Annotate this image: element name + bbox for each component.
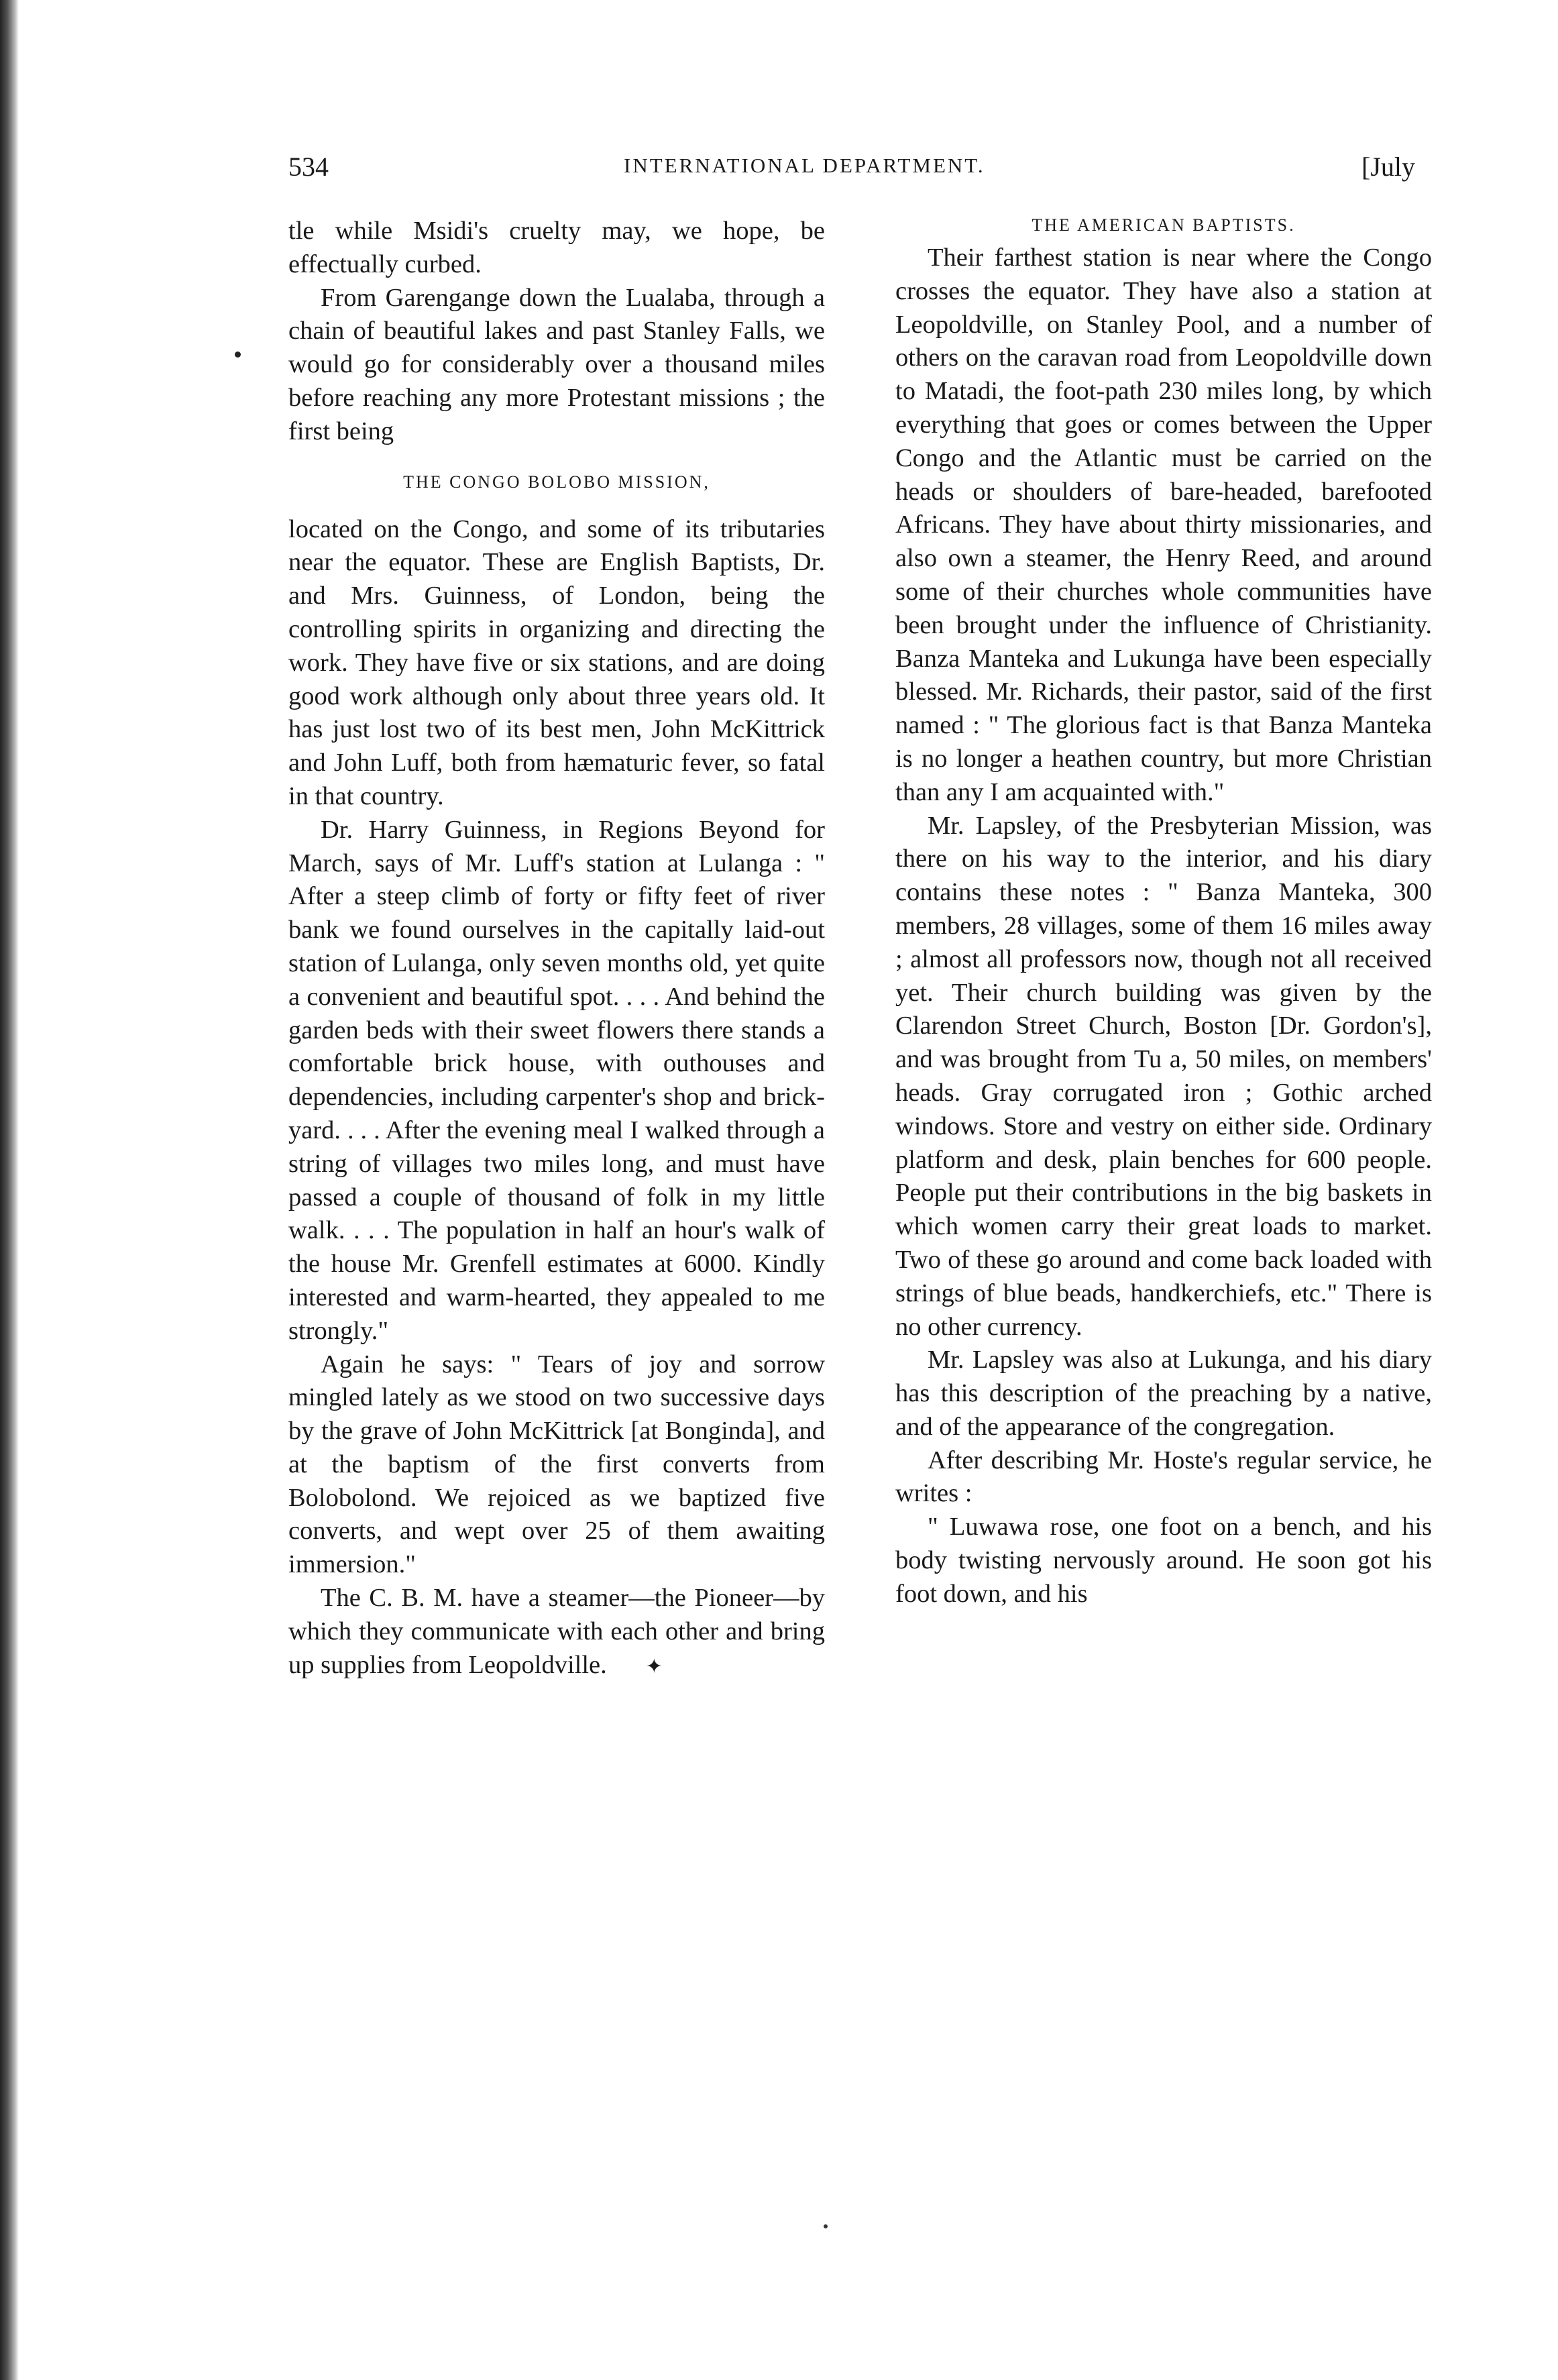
- paragraph: tle while Msidi's cruelty may, we hope, be effectually curbed.: [288, 217, 825, 278]
- paragraph: Dr. Harry Guinness, in Regions Beyond for March, says of Mr. Luff's station at Lulanga : " After a steep climb of forty or fifty feet of river bank we found ourselves in the capitally laid-out station of Lulanga, only seven months old, yet quite a convenient and beautiful spot. . . . And behind the garden beds with their sweet flowers there stands a comfortable brick house, with outhouses and dependencies, including carpenter's shop and brick-yard. . . . After the evening meal I walked through a string of villages two miles long, and must have passed a couple of thousand of folk in my little walk. . . . The population in half an hour's walk of the house Mr. Grenfell estimates at 6000. Kindly interested and warm-hearted, they appealed to me strongly.": [288, 815, 825, 1345]
- page-number: 534: [288, 152, 329, 182]
- header-month: [July: [1361, 152, 1415, 182]
- left-column: [288, 215, 825, 2328]
- paragraph-last: [288, 1582, 825, 1683]
- paragraph: Mr. Lapsley, of the Presbyterian Mission, was there on his way to the interior, and his diary contains these notes : " Banza Manteka, 300 members, 28 villages, some of them 16 miles away ; almost all professors now, though not all received yet. Their church building was given by the Clarendon Street Church, Boston [Dr. Gordon's], and was brought from Tu a, 50 miles, on members' heads. Gray corrugated iron ; Gothic arched windows. Store and vestry on either side. Ordinary platform and desk, plain benches for 600 people. People put their contributions in the big baskets in which women carry their great loads to market. Two of these go around and come back loaded with strings of blue beads, handkerchiefs, etc." There is no other currency.: [895, 811, 1432, 1341]
- section-heading-american-baptists: THE AMERICAN BAPTISTS.: [1032, 215, 1296, 235]
- paragraph: After describing Mr. Hoste's regular service, he writes :: [895, 1446, 1432, 1508]
- running-title: INTERNATIONAL DEPARTMENT.: [624, 154, 985, 177]
- page-header: [288, 151, 1415, 191]
- paragraph: " Luwawa rose, one foot on a bench, and his body twisting nervously around. He soon got his foot down, and his: [895, 1513, 1432, 1608]
- stray-dot: [824, 2224, 828, 2228]
- paragraph: Again he says: " Tears of joy and sorrow mingled lately as we stood on two successive days by the grave of John McKittrick [at Bonginda], and at the baptism of the first converts from Bolobolond. We rejoiced as we baptized five converts, and wept over 25 of them awaiting immersion.": [288, 1350, 825, 1579]
- book-binding-edge: [0, 0, 19, 2380]
- paragraph: Mr. Lapsley was also at Lukunga, and his diary has this description of the preaching by a native, and of the appearance of the congregation.: [895, 1346, 1432, 1441]
- margin-dot: [235, 351, 241, 358]
- paragraph-text: The C. B. M. have a steamer—the Pioneer—by which they communicate with each other and bring up supplies from Leopoldville.: [288, 1584, 825, 1679]
- paragraph: From Garengange down the Lualaba, through a chain of beautiful lakes and past Stanley Falls, we would go for considerably over a thousand miles before reaching any more Protestant missions ; the first being: [288, 283, 825, 445]
- section-heading-congo-bolobo: THE CONGO BOLOBO MISSION,: [403, 472, 710, 492]
- end-ornament-icon: ✦: [645, 1655, 663, 1678]
- right-column: [895, 215, 1432, 2328]
- paragraph: Their farthest station is near where the Congo crosses the equator. They have also a station at Leopoldville, on Stanley Pool, and a number of others on the caravan road from Leopoldville down to Matadi, the foot-path 230 miles long, by which everything that goes or comes between the Upper Congo and the Atlantic must be carried on the heads or shoulders of bare-headed, barefooted Africans. They have about thirty missionaries, and also own a steamer, the Henry Reed, and around some of their churches whole communities have been brought under the influence of Christianity. Banza Manteka and Lukunga have been especially blessed. Mr. Richards, their pastor, said of the first named : " The glorious fact is that Banza Manteka is no longer a heathen country, but more Christian than any I am acquainted with.": [895, 244, 1432, 806]
- paragraph: located on the Congo, and some of its tributaries near the equator. These are English Baptists, Dr. and Mrs. Guinness, of London, being the controlling spirits in organizing and directing the work. They have five or six stations, and are doing good work although only about three years old. It has just lost two of its best men, John McKittrick and John Luff, both from hæmaturic fever, so fatal in that country.: [288, 515, 825, 810]
